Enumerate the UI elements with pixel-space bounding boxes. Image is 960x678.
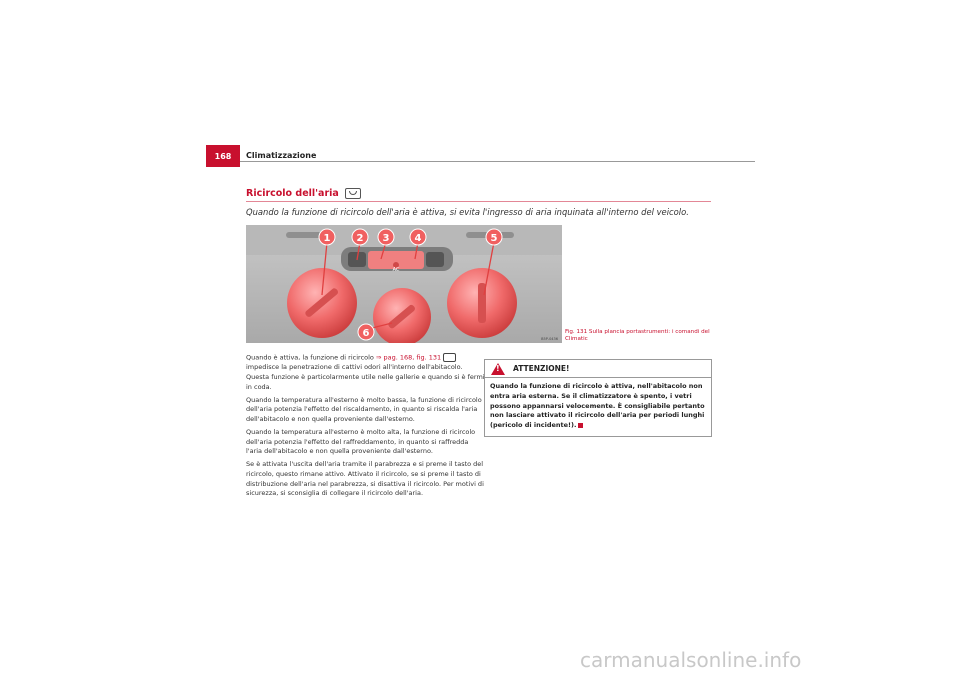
climatic-controls-figure	[246, 225, 562, 343]
callout-5: 5	[490, 233, 498, 244]
figure-code: B5P-0436	[541, 337, 558, 341]
warning-title: ATTENZIONE!	[513, 364, 570, 373]
page-number: 168	[206, 145, 240, 167]
body-text	[246, 353, 486, 502]
paragraph-4: Se è attivata l'uscita dell'aria tramite il parabrezza e si preme il tasto del ricircolo, questo rimane attivo. Attivato il ricircolo, se si preme il tasto di distribuzione dell'aria nel parabrezza, si disattiva il ricircolo. Per motivi di sicurezza, si sconsiglia di collegare il ricircolo dell'aria.	[246, 460, 484, 498]
section-intro: Quando la funzione di ricircolo dell'aria è attiva, si evita l'ingresso di aria inquinata all'interno del veicolo.	[246, 207, 689, 217]
paragraph-1: Quando è attiva, la funzione di ricircolo ⇒ pag. 168, fig. 131 impedisce la penetrazione di cattivi odori all'interno dell'abitacolo. Questa funzione è particolarmente utile nelle gallerie e quando si è fermi in coda.	[246, 353, 485, 391]
header-divider	[240, 161, 755, 162]
section-divider	[246, 201, 711, 202]
figure-caption: Fig. 131 Sulla plancia portastrumenti: i comandi del Climatic	[565, 329, 710, 343]
section-title	[246, 188, 361, 199]
recirculation-icon	[443, 353, 456, 362]
end-of-section-icon	[578, 423, 583, 428]
section-title-text: Ricircolo dell'aria	[246, 188, 339, 199]
warning-header	[485, 360, 711, 378]
watermark: carmanualsonline.info	[580, 648, 802, 672]
callout-6: 6	[362, 328, 370, 339]
chapter-title: Climatizzazione	[246, 151, 317, 160]
callout-3: 3	[382, 233, 390, 244]
recirculation-icon	[345, 188, 361, 199]
warning-icon	[491, 363, 505, 375]
ac-label: AC	[392, 267, 400, 273]
callout-2: 2	[356, 233, 364, 244]
callout-4: 4	[414, 233, 422, 244]
paragraph-2: Quando la temperatura all'esterno è molto bassa, la funzione di ricircolo dell'aria potenzia l'effetto del riscaldamento, in quanto si riscalda l'aria dell'abitacolo e non quella proveniente dall'esterno.	[246, 395, 482, 423]
paragraph-3: Quando la temperatura all'esterno è molto alta, la funzione di ricircolo dell'aria potenzia l'effetto del raffreddamento, in quanto si raffredda l'aria dell'abitacolo e non quella proveniente dall'esterno.	[246, 427, 476, 456]
warning-box	[484, 359, 712, 437]
warning-text: Quando la funzione di ricircolo è attiva, nell'abitacolo non entra aria esterna. Se il climatizzatore è spento, i vetri possono appannarsi velocemente. È consigliabile pertanto non lasciare attivato il ricircolo dell'aria per periodi lunghi (pericolo di incidente!).	[490, 382, 705, 429]
figure-reference-link[interactable]: ⇒ pag. 168, fig. 131	[375, 353, 442, 362]
callout-1: 1	[323, 233, 331, 244]
